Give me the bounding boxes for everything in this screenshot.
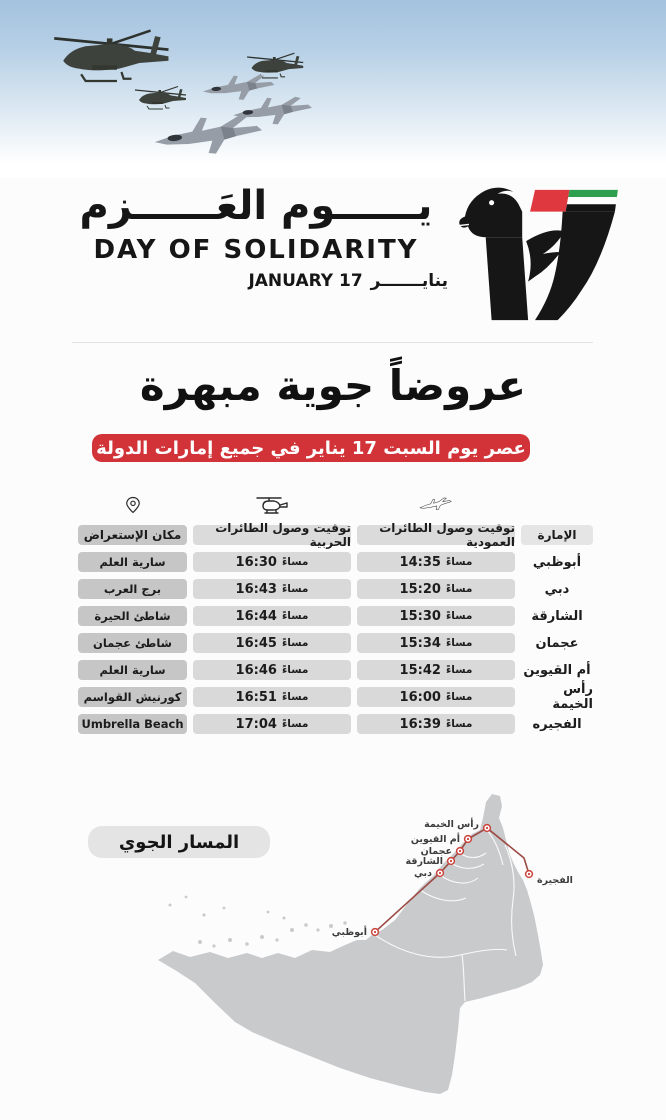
logo-arabic-title: يــــــوم العَــــــزم bbox=[79, 183, 433, 229]
time-value: 15:20 bbox=[399, 581, 441, 597]
map-pin-dot bbox=[467, 838, 469, 840]
pm-suffix: مساءً bbox=[445, 691, 473, 703]
map-pin-dot bbox=[439, 872, 441, 874]
time-value: 16:51 bbox=[235, 689, 277, 705]
map-pin-dot bbox=[374, 931, 376, 933]
pm-suffix: مساءً bbox=[445, 718, 473, 730]
logo-english-title: DAY OF SOLIDARITY bbox=[93, 235, 419, 265]
vertical-aircraft-time bbox=[357, 552, 515, 572]
show-location: كورنيش القواسم bbox=[78, 687, 187, 707]
vertical-aircraft-time bbox=[357, 687, 515, 707]
pm-suffix: مساءً bbox=[445, 583, 473, 595]
time-value: 16:46 bbox=[235, 662, 277, 678]
military-aircraft-time bbox=[193, 606, 351, 626]
vertical-aircraft-time bbox=[357, 633, 515, 653]
apache-helicopter-right bbox=[247, 53, 303, 78]
time-value: 15:34 bbox=[399, 635, 441, 651]
fighter-jet-3 bbox=[153, 112, 264, 158]
show-location: Umbrella Beach bbox=[78, 714, 187, 734]
column-header-location: مكان الإستعراض bbox=[78, 525, 187, 545]
pm-suffix: مساءً bbox=[281, 691, 309, 703]
column-header-military-aircraft: توقيت وصول الطائرات الحربية bbox=[193, 525, 351, 545]
apache-helicopter-small bbox=[135, 87, 186, 110]
section-divider bbox=[72, 342, 593, 343]
pm-suffix: مساءً bbox=[281, 637, 309, 649]
time-value: 15:42 bbox=[399, 662, 441, 678]
vertical-aircraft-time bbox=[357, 606, 515, 626]
time-value: 16:39 bbox=[399, 716, 441, 732]
uae-landmass bbox=[158, 794, 543, 1094]
pm-suffix: مساءً bbox=[445, 637, 473, 649]
map-pin-dot bbox=[459, 850, 461, 852]
column-header-vertical-aircraft: توقيت وصول الطائرات العمودية bbox=[357, 525, 515, 545]
map-city-label: أم القيوين bbox=[410, 834, 460, 845]
military-aircraft-time bbox=[193, 714, 351, 734]
uae-route-map bbox=[0, 780, 666, 1120]
time-value: 17:04 bbox=[235, 716, 277, 732]
logo-date-english: JANUARY 17 bbox=[248, 271, 363, 291]
time-value: 15:30 bbox=[399, 608, 441, 624]
map-city-label: الفجيرة bbox=[537, 875, 573, 886]
pm-suffix: مساءً bbox=[281, 583, 309, 595]
map-city-label: أبوظبي bbox=[331, 927, 367, 938]
empty-icon-cell bbox=[521, 492, 593, 518]
pm-suffix: مساءً bbox=[445, 664, 473, 676]
fighter-jet-icon bbox=[357, 492, 515, 518]
time-value: 16:30 bbox=[235, 554, 277, 570]
column-header-emirate: الإمارة bbox=[521, 525, 593, 545]
military-aircraft-time bbox=[193, 579, 351, 599]
event-logo bbox=[60, 180, 620, 326]
show-title: عروضاً جوية مبهرة bbox=[139, 361, 527, 410]
pm-suffix: مساءً bbox=[281, 664, 309, 676]
emirate-name: الفجيره bbox=[532, 716, 582, 732]
schedule-table bbox=[78, 492, 593, 734]
logo-date-arabic: ينايـــــــر bbox=[370, 271, 448, 291]
map-pin-dot bbox=[450, 860, 452, 862]
fighter-jet-1 bbox=[202, 73, 276, 103]
time-value: 16:45 bbox=[235, 635, 277, 651]
show-location: شاطئ عجمان bbox=[78, 633, 187, 653]
time-value: 14:35 bbox=[399, 554, 441, 570]
falcon-17-logo bbox=[452, 180, 620, 330]
map-city-label: عجمان bbox=[420, 846, 452, 857]
time-value: 16:43 bbox=[235, 581, 277, 597]
vertical-aircraft-time bbox=[357, 579, 515, 599]
air-route-label: المسار الجوي bbox=[88, 826, 270, 858]
location-pin-icon bbox=[78, 492, 187, 518]
military-aircraft-time bbox=[193, 633, 351, 653]
map-city-label: دبي bbox=[413, 868, 432, 879]
show-location: شاطئ الحيرة bbox=[78, 606, 187, 626]
aircraft-formation-illustration bbox=[0, 0, 666, 178]
military-aircraft-time bbox=[193, 687, 351, 707]
pm-suffix: مساءً bbox=[445, 556, 473, 568]
time-value: 16:00 bbox=[399, 689, 441, 705]
coastal-islands bbox=[169, 896, 355, 953]
show-location: برج العرب bbox=[78, 579, 187, 599]
show-location: سارية العلم bbox=[78, 660, 187, 680]
emirate-name: دبي bbox=[544, 581, 570, 597]
map-pin-dot bbox=[486, 827, 488, 829]
military-aircraft-time bbox=[193, 660, 351, 680]
vertical-aircraft-time bbox=[357, 660, 515, 680]
vertical-aircraft-time bbox=[357, 714, 515, 734]
hero-sky-photo bbox=[0, 0, 666, 178]
emirate-name: أم القيوين bbox=[523, 662, 591, 678]
map-city-label: رأس الخيمة bbox=[424, 819, 479, 830]
fighter-jet-2 bbox=[232, 95, 313, 128]
pm-suffix: مساءً bbox=[281, 718, 309, 730]
show-location: سارية العلم bbox=[78, 552, 187, 572]
pm-suffix: مساءً bbox=[281, 610, 309, 622]
map-pin-dot bbox=[528, 873, 530, 875]
emirate-name: رأس الخيمة bbox=[552, 682, 593, 712]
pm-suffix: مساءً bbox=[445, 610, 473, 622]
emirate-name: عجمان bbox=[535, 635, 579, 651]
pm-suffix: مساءً bbox=[281, 556, 309, 568]
apache-helicopter-large bbox=[54, 31, 168, 81]
military-aircraft-time bbox=[193, 552, 351, 572]
emirate-name: الشارقة bbox=[531, 608, 583, 624]
map-city-label: الشارقة bbox=[405, 856, 443, 867]
helicopter-icon bbox=[193, 492, 351, 518]
logo-date-line bbox=[60, 268, 452, 294]
date-badge: عصر يوم السبت 17 يناير في جميع إمارات الدولة bbox=[92, 434, 530, 462]
falcon-17-icon bbox=[452, 180, 620, 326]
emirate-name: أبوظبي bbox=[532, 554, 582, 570]
time-value: 16:44 bbox=[235, 608, 277, 624]
